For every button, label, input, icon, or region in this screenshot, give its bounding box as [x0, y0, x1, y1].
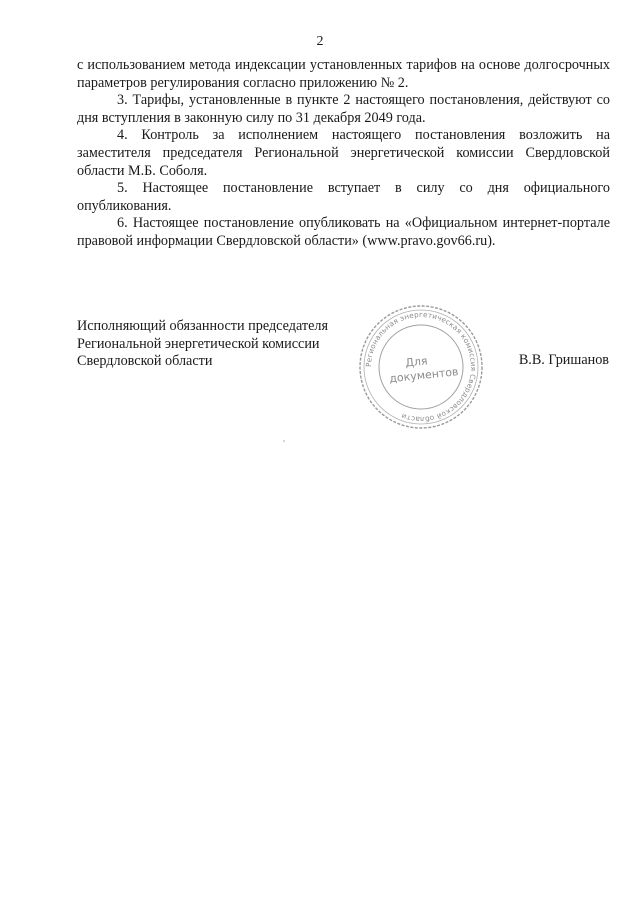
scan-speck: [283, 440, 285, 442]
page-number: 2: [316, 34, 324, 49]
paragraph-item-3: 3. Тарифы, установленные в пункте 2 настоящего постановления, действуют со дня вступления в законную силу по 31 декабря 2049 года.: [77, 92, 610, 126]
svg-text:Для: Для: [404, 354, 429, 370]
paragraph-item-4: 4. Контроль за исполнением настоящего постановления возложить на заместителя председателя Региональной энергетической комиссии Свердловской области М.Б. Соболя.: [77, 127, 610, 179]
signatory-position-line: Исполняющий обязанности председателя: [77, 318, 328, 334]
svg-text:документов: документов: [388, 365, 460, 386]
document-body: [77, 57, 610, 251]
official-stamp: [356, 302, 486, 432]
signatory-name: В.В. Гришанов: [518, 352, 609, 368]
signatory-position: [77, 318, 377, 371]
paragraph-item-5: 5. Настоящее постановление вступает в силу со дня официального опубликования.: [77, 180, 610, 214]
stamp-seal-graphic: [356, 302, 486, 432]
signatory-position-line: Свердловской области: [77, 353, 213, 370]
svg-text:Региональная энергетическая ко: Региональная энергетическая комиссия Свердловской области: [363, 309, 479, 425]
paragraph-continuation: с использованием метода индексации установленных тарифов на основе долгосрочных параметров регулирования согласно приложению № 2.: [77, 57, 610, 91]
paragraph-item-6: 6. Настоящее постановление опубликовать на «Официальном интернет-портале правовой информации Свердловской области» (www.pravo.gov66.ru).: [77, 215, 610, 249]
signatory-position-line: Региональной энергетической комиссии: [77, 335, 320, 352]
